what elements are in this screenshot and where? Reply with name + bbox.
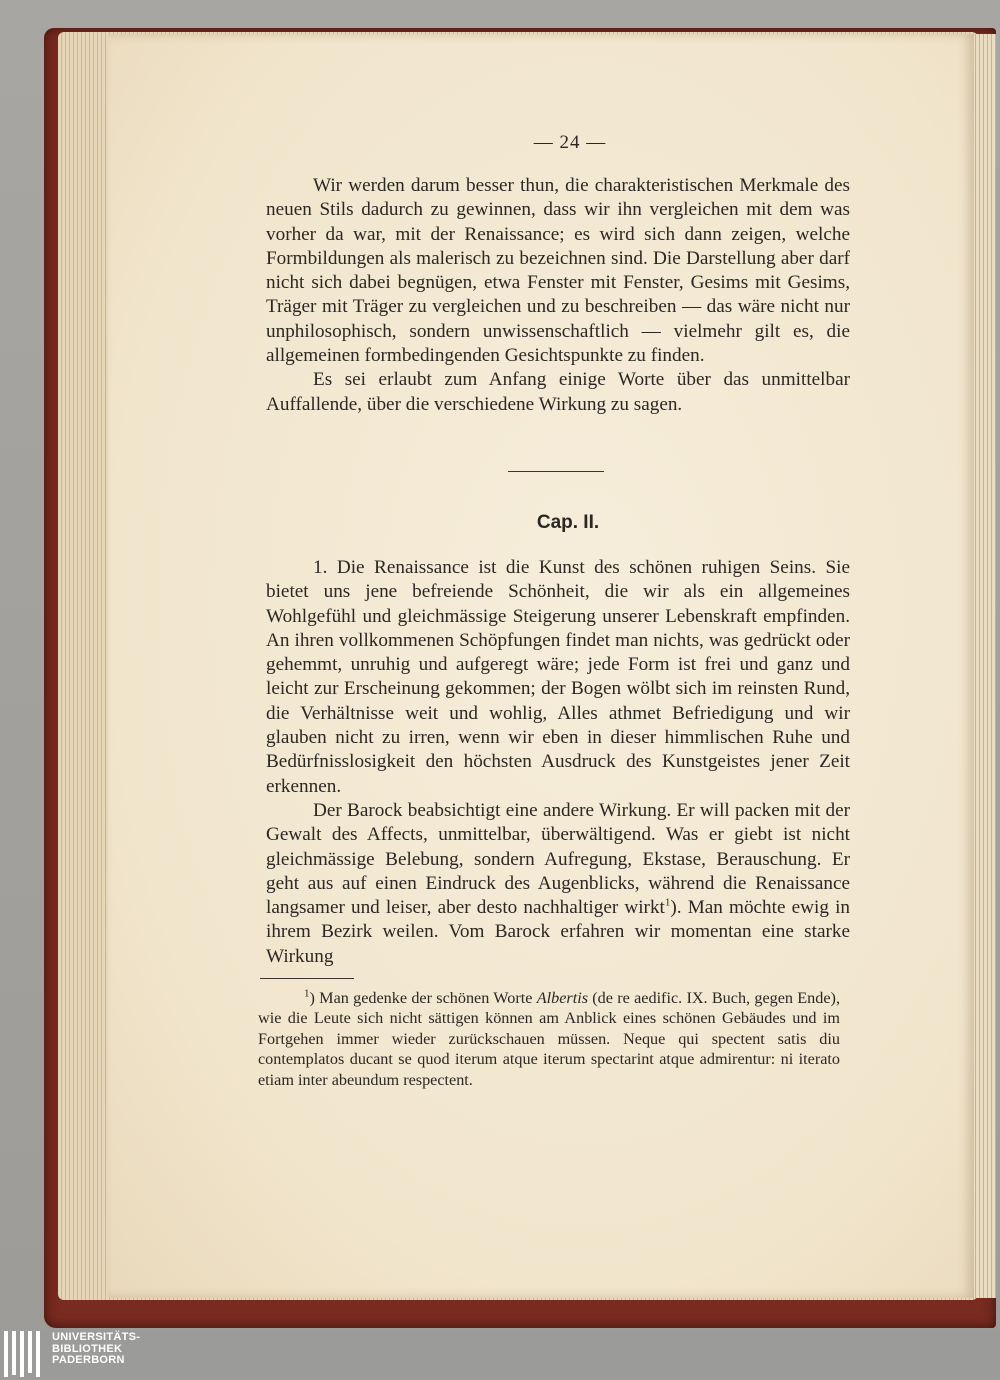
paragraph-barock [266, 799, 850, 969]
footnote-author: Albertis [536, 989, 589, 1007]
footnote-marker: 1 [304, 987, 310, 1000]
footnote-text: ) Man gedenke der schönen Worte [309, 989, 537, 1007]
logo-line: PADERBORN [52, 1354, 125, 1366]
chapter-heading: Cap. II. [536, 512, 600, 533]
library-logo-icon [2, 1331, 44, 1377]
book-page [108, 34, 974, 1298]
footer-bar [0, 1330, 1000, 1380]
logo-line: UNIVERSITÄTS- [52, 1331, 141, 1343]
footnote [258, 988, 840, 1090]
paragraph-text: Der Barock beabsichtigt eine andere Wirkung. Er will packen mit der Gewalt des Affects, unmittelbar, überwältigend. Was er giebt ist nicht gleichmässige Belebung, sondern Aufregung, Ekstase, Berauschung. Er geht aus auf einen Eindruck des Augenblicks, während die Renaissance langsamer und leiser, aber desto nachhaltiger wirkt [266, 799, 850, 919]
footnote-text: (de re aedific. IX. Buch, gegen Ende), wie die Leute sich nicht sättigen können am Anblick eines schönen Gebäudes und im Fortgehen immer wieder zurückschauen müssen. Neque qui spectent satis diu contemplatos ducant se quod iterum atque iterum spectarint atque admirentur: ni iterato etiam inter abeundum respectent. [258, 989, 840, 1089]
library-logo-text [52, 1332, 140, 1367]
page-edges-right [972, 34, 996, 1298]
paragraph: Wir werden darum besser thun, die charakteristischen Merkmale des neuen Stils dadurch zu gewinnen, dass wir ihn vergleichen mit dem was vorher da war, mit der Renaissance; es wird sich dann zeigen, welche Formbildungen als malerisch zu bezeichnen sind. Die Darstellung aber darf nicht sich dabei begnügen, etwa Fenster mit Fenster, Gesims mit Gesims, Träger mit Träger zu vergleichen und zu beschreiben — das wäre nicht nur unphilosophisch, sondern unwissenschaftlich — vielmehr gilt es, die allgemeinen formbedingenden Gesichtspunkte zu finden. [266, 175, 850, 367]
footnote-divider [260, 978, 354, 979]
logo-line: BIBLIOTHEK [52, 1342, 123, 1355]
section-divider [508, 471, 604, 472]
footnote-reference: 1 [664, 896, 671, 909]
page-number: — 24 — [533, 132, 607, 153]
paragraph: 1. Die Renaissance ist die Kunst des schönen ruhigen Seins. Sie bietet uns jene befreiende Schönheit, die wir als ein allgemeines Wohlgefühl und gleichmässige Steigerung unserer Lebenskraft empfinden. An ihren vollkommenen Schöpfungen findet man nichts, was gedrückt oder gehemmt, unruhig und aufgeregt wäre; jede Form ist frei und ganz und leicht zur Erscheinung gekommen; der Bogen wölbt sich im reinsten Rund, die Verhältnisse weit und wohlig, Alles athmet Befriedigung und wir glauben nicht zu irren, wenn wir eben in dieser himmlischen Ruhe und Bedürfnisslosigkeit den höchsten Ausdruck des Kunstgeistes jener Zeit erkennen. [266, 557, 850, 797]
text-section-2 [266, 556, 850, 969]
text-section-1 [266, 174, 850, 417]
paragraph: Es sei erlaubt zum Anfang einige Worte über das unmittelbar Auffallende, über die verschiedene Wirkung zu sagen. [266, 369, 850, 415]
footnote-paragraph [258, 988, 840, 1090]
paragraph-text: ). Man möchte ewig in ihrem Bezirk weilen. Vom Barock erfahren wir momentan eine starke Wirkung [266, 897, 850, 967]
